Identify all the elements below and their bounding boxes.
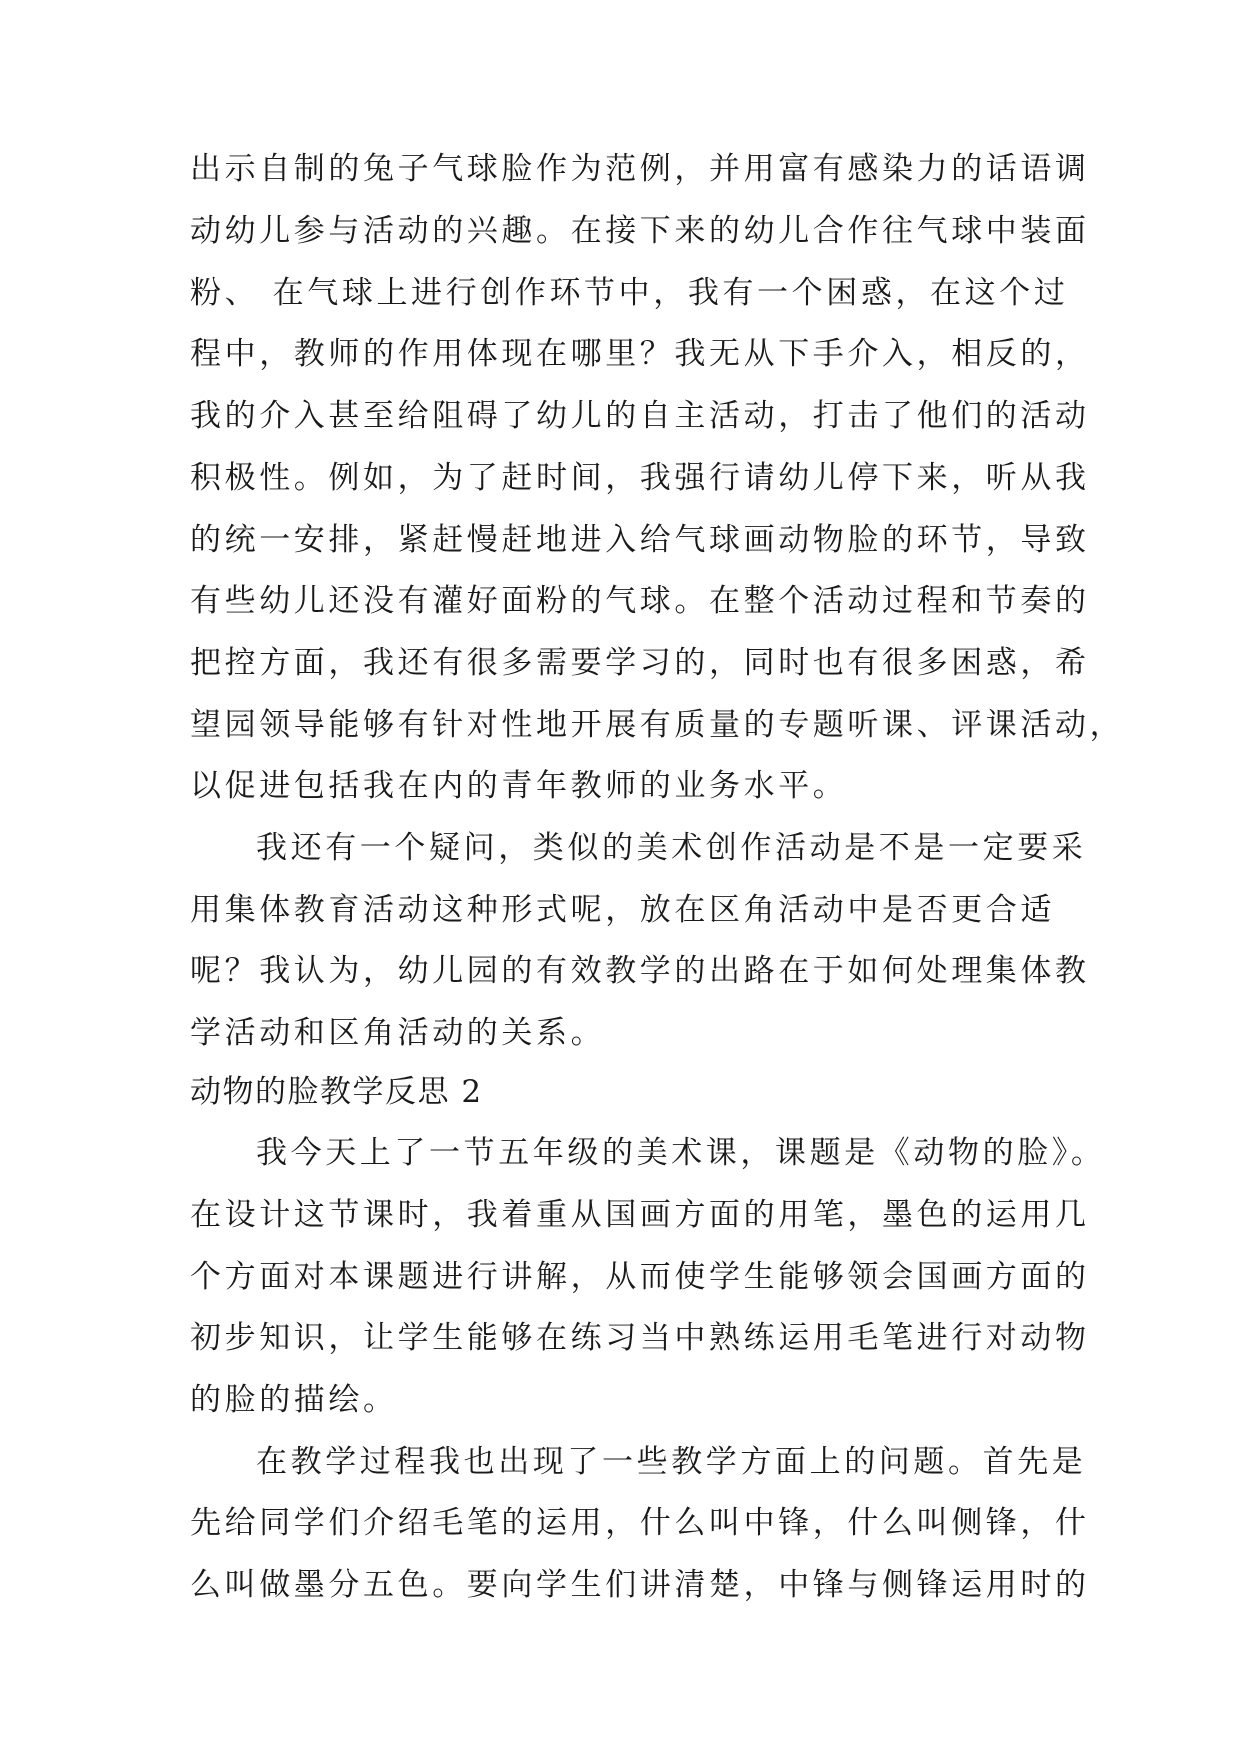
paragraph-first-line: 我还有一个疑问，类似的美术创作活动是不是一定要采 [256,830,1087,866]
text-line: 以促进包括我在内的青年教师的业务水平。 [190,768,848,804]
text-line: 呢？我认为，幼儿园的有效教学的出路在于如何处理集体教 [190,953,1090,989]
text-line: 动幼儿参与活动的兴趣。在接下来的幼儿合作往气球中装面 [190,213,1090,249]
paragraph-first-line: 我今天上了一节五年级的美术课，课题是《动物的脸》。 [256,1135,1106,1171]
text-line: 在设计这节课时，我着重从国画方面的用笔，墨色的运用几 [190,1197,1090,1233]
text-line: 我的介入甚至给阻碍了幼儿的自主活动，打击了他们的活动 [190,398,1090,434]
text-line: 望园领导能够有针对性地开展有质量的专题听课、评课活动， [190,707,1125,743]
text-line: 程中，教师的作用体现在哪里？我无从下手介入，相反的， [190,336,1090,372]
text-line: 的脸的描绘。 [190,1382,398,1418]
text-line: 粉、 在气球上进行创作环节中，我有一个困惑，在这个过 [190,275,1069,311]
text-line: 初步知识，让学生能够在练习当中熟练运用毛笔进行对动物 [190,1320,1090,1356]
text-line: 用集体教育活动这种形式呢，放在区角活动中是否更合适 [190,892,1055,928]
text-line: 积极性。例如，为了赶时间，我强行请幼儿停下来，听从我 [190,460,1090,496]
text-line: 么叫做墨分五色。要向学生们讲清楚，中锋与侧锋运用时的 [190,1567,1090,1603]
text-line: 的统一安排，紧赶慢赶地进入给气球画动物脸的环节，导致 [190,522,1090,558]
text-line: 出示自制的兔子气球脸作为范例，并用富有感染力的话语调 [190,151,1090,187]
paragraph-first-line: 在教学过程我也出现了一些教学方面上的问题。首先是 [256,1444,1087,1480]
text-line: 学活动和区角活动的关系。 [190,1015,606,1051]
text-line: 把控方面，我还有很多需要学习的，同时也有很多困惑，希 [190,645,1090,681]
text-line: 先给同学们介绍毛笔的运用，什么叫中锋，什么叫侧锋，什 [190,1505,1090,1541]
text-line: 个方面对本课题进行讲解，从而使学生能够领会国画方面的 [190,1259,1090,1295]
section-heading: 动物的脸教学反思 2 [190,1074,483,1110]
text-line: 有些幼儿还没有灌好面粉的气球。在整个活动过程和节奏的 [190,583,1090,619]
